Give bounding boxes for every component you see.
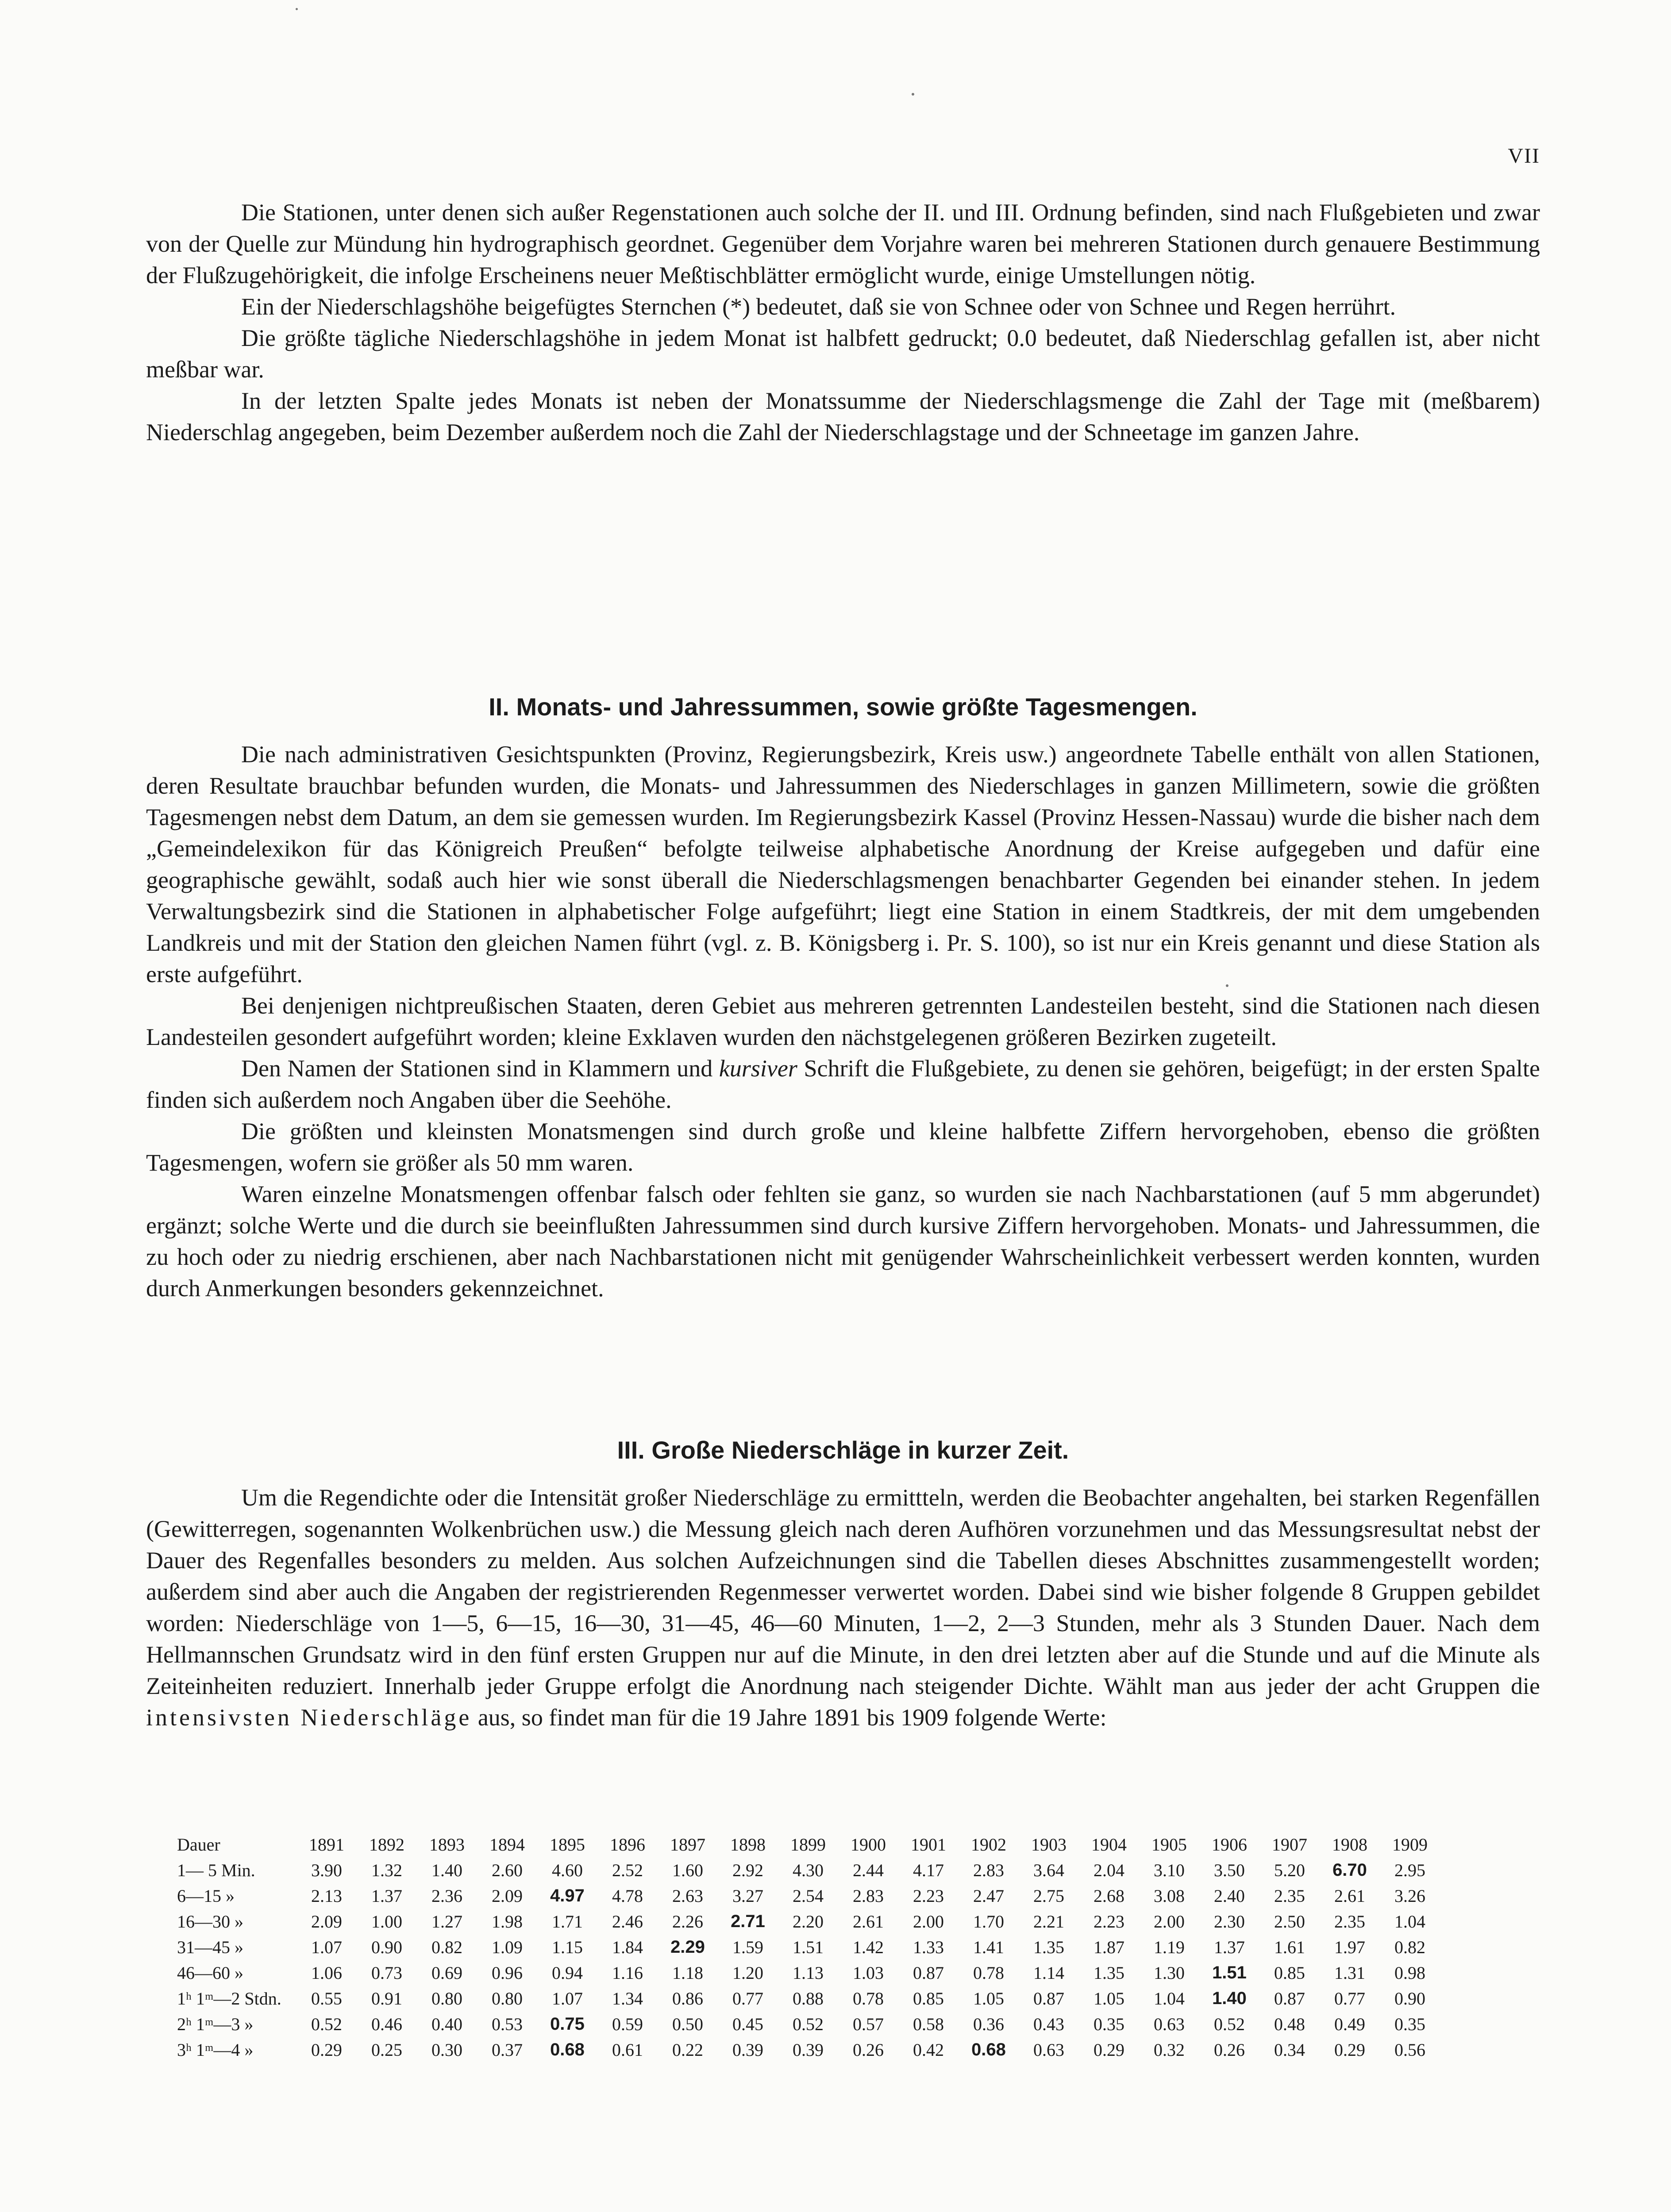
table-cell: 1.70 xyxy=(973,1911,1004,1932)
table-cell: 1.51 xyxy=(793,1937,824,1957)
table-cell: 2.68 xyxy=(1093,1886,1124,1906)
table-cell: 2.26 xyxy=(672,1911,703,1932)
table-cell: 0.29 xyxy=(1334,2039,1365,2060)
table-cell: 2.83 xyxy=(973,1860,1004,1880)
paragraph: Die nach administrativen Gesichtspunkten (Provinz, Regierungsbezirk, Kreis usw.) angeordnete Tabelle enthält von allen Stationen, deren Resultate brauchbar befunden wurden, die Monats- und Jahressummen des Niederschlages in ganzen Millimetern, sowie die größten Tagesmengen nebst dem Datum, an dem sie gemessen wurden. Im Regierungsbezirk Kassel (Provinz Hessen-Nassau) wurde die bisher nach dem „Gemeindelexikon für das Königreich Preußen“ befolgte teilweise alphabetische Anordnung der Kreise aufgegeben und dafür eine geographische gewählt, sodaß auch hier wie sonst überall die Niederschlagsmengen benachbarter Gegenden bei einander stehen. In jedem Verwaltungsbezirk sind die Stationen in alphabetischer Folge aufgeführt; liegt eine Station in einem Stadtkreis, der mit dem umgebenden Landkreis und mit der Station den gleichen Namen führt (vgl. z. B. Königsberg i. Pr. S. 100), so ist nur ein Kreis genannt und diese Station als erste aufgeführt. xyxy=(146,741,1540,987)
table-cell: 1.41 xyxy=(973,1937,1004,1957)
paper-speck xyxy=(1226,984,1228,987)
table-cell: 2.20 xyxy=(793,1911,824,1932)
table-cell: 2.71 xyxy=(731,1911,765,1931)
header-year: 1896 xyxy=(610,1834,645,1855)
table-cell: 1.40 xyxy=(1212,1988,1247,2008)
table-cell: 0.52 xyxy=(311,2014,342,2034)
paragraph xyxy=(146,1482,1540,1733)
table-cell: 0.29 xyxy=(1093,2039,1124,2060)
table-row xyxy=(177,1934,1440,1960)
paragraph: In der letzten Spalte jedes Monats ist neben der Monatssumme der Niederschlagsmenge die Zahl der Tage mit (meßbarem) Niederschlag angegeben, beim Dezember außerdem noch die Zahl der Niederschlagstage und der Schneetage im ganzen Jahre. xyxy=(146,388,1540,445)
table-cell: 1.37 xyxy=(1214,1937,1245,1957)
section-3-text xyxy=(146,1482,1540,1733)
table-cell: 0.87 xyxy=(1033,1988,1064,2008)
table-cell: 2.54 xyxy=(793,1886,824,1906)
header-year: 1897 xyxy=(670,1834,705,1855)
table-cell: 0.82 xyxy=(1394,1937,1425,1957)
table-cell: 2.35 xyxy=(1274,1886,1305,1906)
table-cell: 4.30 xyxy=(793,1860,824,1880)
table-cell: 0.32 xyxy=(1154,2039,1185,2060)
table-cell: 3.08 xyxy=(1154,1886,1185,1906)
table-cell: 1.59 xyxy=(732,1937,763,1957)
table-cell: 1.05 xyxy=(1093,1988,1124,2008)
table-cell: 1.18 xyxy=(672,1962,703,1983)
table-cell: 1.20 xyxy=(732,1962,763,1983)
table-cell: 0.61 xyxy=(612,2039,643,2060)
italic-word: kursiver xyxy=(719,1055,797,1082)
header-year: 1904 xyxy=(1091,1834,1127,1855)
table-cell: 0.39 xyxy=(732,2039,763,2060)
table-body xyxy=(177,1857,1440,2062)
row-label: 6—15 » xyxy=(177,1886,235,1906)
row-label: 46—60 » xyxy=(177,1962,243,1983)
header-year: 1893 xyxy=(429,1834,465,1855)
table-cell: 1.98 xyxy=(492,1911,523,1932)
table-cell: 1.00 xyxy=(371,1911,402,1932)
header-dauer: Dauer xyxy=(177,1834,220,1855)
table-cell: 0.49 xyxy=(1334,2014,1365,2034)
table-cell: 2.23 xyxy=(1093,1911,1124,1932)
table-cell: 1.06 xyxy=(311,1962,342,1983)
table-cell: 0.69 xyxy=(431,1962,462,1983)
table-cell: 1.07 xyxy=(311,1937,342,1957)
header-year: 1895 xyxy=(550,1834,585,1855)
table-cell: 4.17 xyxy=(913,1860,944,1880)
table-cell: 0.42 xyxy=(913,2039,944,2060)
table-cell: 1.87 xyxy=(1093,1937,1124,1957)
table-cell: 2.60 xyxy=(492,1860,523,1880)
table-cell: 2.95 xyxy=(1394,1860,1425,1880)
table-cell: 0.30 xyxy=(431,2039,462,2060)
table-cell: 0.88 xyxy=(793,1988,824,2008)
table-row xyxy=(177,1960,1440,1985)
table-cell: 2.40 xyxy=(1214,1886,1245,1906)
table-cell: 2.09 xyxy=(492,1886,523,1906)
section-2-text xyxy=(146,739,1540,1304)
paper-speck xyxy=(296,8,298,10)
text-run: Schrift die Flußgebiete, zu denen sie gehören, beigefügt; in der ersten Spalte finden sich außerdem noch Angaben über die Seehöhe. xyxy=(146,1055,1540,1113)
table-cell: 0.78 xyxy=(853,1988,884,2008)
table-cell: 1.04 xyxy=(1394,1911,1425,1932)
table-cell: 1.40 xyxy=(431,1860,462,1880)
table-cell: 1.30 xyxy=(1154,1962,1185,1983)
table-cell: 0.90 xyxy=(1394,1988,1425,2008)
header-year: 1891 xyxy=(309,1834,344,1855)
table-cell: 2.61 xyxy=(1334,1886,1365,1906)
table-row xyxy=(177,2037,1440,2062)
table-cell: 0.52 xyxy=(793,2014,824,2034)
table-cell: 2.47 xyxy=(973,1886,1004,1906)
table-cell: 0.50 xyxy=(672,2014,703,2034)
table-cell: 0.80 xyxy=(492,1988,523,2008)
section-3-heading: III. Große Niederschläge in kurzer Zeit. xyxy=(617,1436,1069,1464)
row-label: 31—45 » xyxy=(177,1937,243,1957)
table-cell: 3.90 xyxy=(311,1860,342,1880)
paragraph: Die Stationen, unter denen sich außer Regenstationen auch solche der II. und III. Ordnung befinden, sind nach Flußgebieten und zwar von der Quelle zur Mündung hin hydrographisch geordnet. Gegenüber dem Vorjahre waren bei mehreren Stationen durch genauere Bestimmung der Flußzugehörigkeit, die infolge Erscheinens neuer Meßtischblätter ermöglicht wurde, einige Umstellungen nötig. xyxy=(146,199,1540,288)
paragraph-station-names xyxy=(146,1053,1540,1116)
table-cell: 2.46 xyxy=(612,1911,643,1932)
table-cell: 0.48 xyxy=(1274,2014,1305,2034)
header-year: 1894 xyxy=(489,1834,525,1855)
table-cell: 0.25 xyxy=(371,2039,402,2060)
table-cell: 3.26 xyxy=(1394,1886,1425,1906)
table-cell: 1.14 xyxy=(1033,1962,1064,1983)
header-year: 1899 xyxy=(790,1834,826,1855)
page-number: VII xyxy=(1508,144,1540,168)
table-cell: 1.04 xyxy=(1154,1988,1185,2008)
table-cell: 0.22 xyxy=(672,2039,703,2060)
table-cell: 1.13 xyxy=(793,1962,824,1983)
table-cell: 1.84 xyxy=(612,1937,643,1957)
table-cell: 1.34 xyxy=(612,1988,643,2008)
table-cell: 1.33 xyxy=(913,1937,944,1957)
table-cell: 1.35 xyxy=(1033,1937,1064,1957)
text-run: Um die Regendichte oder die Intensität großer Niederschläge zu ermittteln, werden die Beobachter angehalten, bei starken Regenfällen (Gewitterregen, sogenannten Wolkenbrüchen usw.) die Messung gleich nach deren Aufhören vorzunehmen und das Messungsresultat nebst der Dauer des Regenfalles besonders zu melden. Aus solchen Aufzeichnungen sind die Tabellen dieses Abschnittes zusammengestellt worden; außerdem sind aber auch die Angaben der registrierenden Regenmesser verwertet worden. Dabei sind wie bisher folgende 8 Gruppen gebildet worden: Niederschläge von 1—5, 6—15, 16—30, 31—45, 46—60 Minuten, 1—2, 2—3 Stunden, mehr als 3 Stunden Dauer. Nach dem Hellmannschen Grundsatz wird in den fünf ersten Gruppen nur auf die Minute, in den drei letzten aber auf die Stunde und auf die Minute als Zeiteinheiten reduziert. Innerhalb jeder Gruppe erfolgt die Anordnung nach steigender Dichte. Wählt man aus jeder der acht Gruppen die xyxy=(146,1484,1540,1699)
table-cell: 4.60 xyxy=(552,1860,583,1880)
table-cell: 0.40 xyxy=(431,2014,462,2034)
header-year: 1908 xyxy=(1332,1834,1367,1855)
table-cell: 2.44 xyxy=(853,1860,884,1880)
table-cell: 1.07 xyxy=(552,1988,583,2008)
header-year: 1892 xyxy=(369,1834,404,1855)
header-year: 1907 xyxy=(1272,1834,1307,1855)
table-cell: 0.53 xyxy=(492,2014,523,2034)
table-cell: 1.71 xyxy=(552,1911,583,1932)
table-cell: 0.75 xyxy=(550,2014,585,2034)
table-cell: 2.83 xyxy=(853,1886,884,1906)
table-cell: 0.45 xyxy=(732,2014,763,2034)
table-cell: 2.09 xyxy=(311,1911,342,1932)
table-row xyxy=(177,1883,1440,1909)
row-label: 2ʰ 1ᵐ—3 » xyxy=(177,2014,254,2034)
text-run: aus, so findet man für die 19 Jahre 1891 bis 1909 folgende Werte: xyxy=(472,1704,1107,1731)
spaced-text: intensivsten Niederschläge xyxy=(146,1704,472,1731)
table-cell: 1.42 xyxy=(853,1937,884,1957)
table-cell: 1.97 xyxy=(1334,1937,1365,1957)
paragraph: Die größte tägliche Niederschlagshöhe in jedem Monat ist halbfett gedruckt; 0.0 bedeutet, daß Niederschlag gefallen ist, aber nicht meßbar war. xyxy=(146,325,1540,383)
table-cell: 0.86 xyxy=(672,1988,703,2008)
table-cell: 2.13 xyxy=(311,1886,342,1906)
table-cell: 1.09 xyxy=(492,1937,523,1957)
header-year: 1909 xyxy=(1392,1834,1428,1855)
table-cell: 0.85 xyxy=(1274,1962,1305,1983)
table-cell: 1.05 xyxy=(973,1988,1004,2008)
table-cell: 0.34 xyxy=(1274,2039,1305,2060)
table-cell: 0.80 xyxy=(431,1988,462,2008)
row-label: 3ʰ 1ᵐ—4 » xyxy=(177,2039,254,2060)
table-cell: 2.21 xyxy=(1033,1911,1064,1932)
paragraph: Die größten und kleinsten Monatsmengen sind durch große und kleine halbfette Ziffern hervorgehoben, ebenso die größten Tagesmengen, wofern sie größer als 50 mm waren. xyxy=(146,1118,1540,1176)
header-year: 1901 xyxy=(911,1834,946,1855)
table-cell: 2.36 xyxy=(431,1886,462,1906)
table-cell: 1.31 xyxy=(1334,1962,1365,1983)
table-cell: 0.26 xyxy=(1214,2039,1245,2060)
header-year: 1898 xyxy=(730,1834,766,1855)
paragraph: Bei denjenigen nichtpreußischen Staaten, deren Gebiet aus mehreren getrennten Landesteilen besteht, sind die Stationen nach diesen Landesteilen gesondert aufgeführt worden; kleine Exklaven wurden den nächstgelegenen größeren Bezirken zugeteilt. xyxy=(146,992,1540,1050)
table-row xyxy=(177,2011,1440,2037)
header-year: 1905 xyxy=(1151,1834,1187,1855)
paragraph: Waren einzelne Monatsmengen offenbar falsch oder fehlten sie ganz, so wurden sie nach Nachbarstationen (auf 5 mm abgerundet) ergänzt; solche Werte und die durch sie beeinflußten Jahressummen sind durch kursive Ziffern hervorgehoben. Monats- und Jahressummen, die zu hoch oder zu niedrig erschienen, aber nach Nachbarstationen nicht mit genügender Wahrscheinlichkeit verbessert werden konnten, wurden durch Anmerkungen besonders gekennzeichnet. xyxy=(146,1181,1540,1302)
table-cell: 1.51 xyxy=(1212,1962,1247,1982)
table-cell: 0.78 xyxy=(973,1962,1004,1983)
intensity-table xyxy=(177,1832,1440,2062)
table-cell: 1.16 xyxy=(612,1962,643,1983)
table-cell: 0.37 xyxy=(492,2039,523,2060)
table-cell: 2.63 xyxy=(672,1886,703,1906)
table-cell: 0.46 xyxy=(371,2014,402,2034)
table-cell: 0.43 xyxy=(1033,2014,1064,2034)
table-cell: 3.27 xyxy=(732,1886,763,1906)
table-cell: 2.75 xyxy=(1033,1886,1064,1906)
table-cell: 2.61 xyxy=(853,1911,884,1932)
header-year: 1906 xyxy=(1212,1834,1247,1855)
row-label: 16—30 » xyxy=(177,1911,243,1932)
header-year: 1900 xyxy=(851,1834,886,1855)
table-cell: 0.36 xyxy=(973,2014,1004,2034)
table-cell: 0.77 xyxy=(1334,1988,1365,2008)
table-cell: 0.58 xyxy=(913,2014,944,2034)
table-cell: 2.04 xyxy=(1093,1860,1124,1880)
table-cell: 1.03 xyxy=(853,1962,884,1983)
table-cell: 3.64 xyxy=(1033,1860,1064,1880)
table-cell: 0.87 xyxy=(913,1962,944,1983)
table-cell: 2.23 xyxy=(913,1886,944,1906)
table-cell: 1.32 xyxy=(371,1860,402,1880)
table-cell: 0.59 xyxy=(612,2014,643,2034)
table-cell: 0.82 xyxy=(431,1937,462,1957)
table-cell: 1.35 xyxy=(1093,1962,1124,1983)
table-cell: 6.70 xyxy=(1332,1860,1367,1880)
text-run: Den Namen der Stationen sind in Klammern und xyxy=(241,1055,719,1082)
table-cell: 0.35 xyxy=(1394,2014,1425,2034)
table-cell: 4.97 xyxy=(550,1886,585,1905)
table-row xyxy=(177,1909,1440,1934)
table-cell: 1.60 xyxy=(672,1860,703,1880)
table-row xyxy=(177,1985,1440,2011)
table-row xyxy=(177,1857,1440,1883)
table-cell: 0.85 xyxy=(913,1988,944,2008)
table-header-row xyxy=(177,1832,1440,1857)
table-cell: 1.37 xyxy=(371,1886,402,1906)
table-cell: 1.61 xyxy=(1274,1937,1305,1957)
table-cell: 2.92 xyxy=(732,1860,763,1880)
table-cell: 3.50 xyxy=(1214,1860,1245,1880)
table-cell: 2.00 xyxy=(913,1911,944,1932)
table-cell: 3.10 xyxy=(1154,1860,1185,1880)
table-cell: 0.98 xyxy=(1394,1962,1425,1983)
table-cell: 0.55 xyxy=(311,1988,342,2008)
table-cell: 0.29 xyxy=(311,2039,342,2060)
table-cell: 0.56 xyxy=(1394,2039,1425,2060)
table-cell: 2.52 xyxy=(612,1860,643,1880)
table-cell: 0.87 xyxy=(1274,1988,1305,2008)
table-cell: 4.78 xyxy=(612,1886,643,1906)
table-cell: 0.77 xyxy=(732,1988,763,2008)
table-cell: 0.35 xyxy=(1093,2014,1124,2034)
table-cell: 1.19 xyxy=(1154,1937,1185,1957)
table-cell: 2.30 xyxy=(1214,1911,1245,1932)
table-cell: 1.15 xyxy=(552,1937,583,1957)
table-cell: 0.91 xyxy=(371,1988,402,2008)
table-cell: 2.00 xyxy=(1154,1911,1185,1932)
table-cell: 0.63 xyxy=(1033,2039,1064,2060)
table-cell: 5.20 xyxy=(1274,1860,1305,1880)
table-cell: 0.68 xyxy=(971,2039,1006,2059)
table-cell: 0.73 xyxy=(371,1962,402,1983)
table-cell: 0.39 xyxy=(793,2039,824,2060)
section-2-heading: II. Monats- und Jahressummen, sowie größte Tagesmengen. xyxy=(489,693,1197,721)
table-cell: 0.52 xyxy=(1214,2014,1245,2034)
table-cell: 0.94 xyxy=(552,1962,583,1983)
table-cell: 0.63 xyxy=(1154,2014,1185,2034)
header-year: 1903 xyxy=(1031,1834,1067,1855)
table-cell: 2.50 xyxy=(1274,1911,1305,1932)
section-1-text xyxy=(146,197,1540,448)
table-cell: 0.68 xyxy=(550,2039,585,2059)
row-label: 1ʰ 1ᵐ—2 Stdn. xyxy=(177,1988,281,2008)
table-cell: 2.29 xyxy=(670,1937,705,1957)
table-cell: 1.27 xyxy=(431,1911,462,1932)
row-label: 1— 5 Min. xyxy=(177,1860,255,1880)
table-cell: 0.96 xyxy=(492,1962,523,1983)
paragraph: Ein der Niederschlagshöhe beigefügtes Sternchen (*) bedeutet, daß sie von Schnee oder von Schnee und Regen herrührt. xyxy=(241,293,1396,320)
header-year: 1902 xyxy=(971,1834,1006,1855)
table-cell: 0.26 xyxy=(853,2039,884,2060)
table-cell: 0.90 xyxy=(371,1937,402,1957)
paper-speck xyxy=(912,93,914,96)
table-cell: 2.35 xyxy=(1334,1911,1365,1932)
table-cell: 0.57 xyxy=(853,2014,884,2034)
